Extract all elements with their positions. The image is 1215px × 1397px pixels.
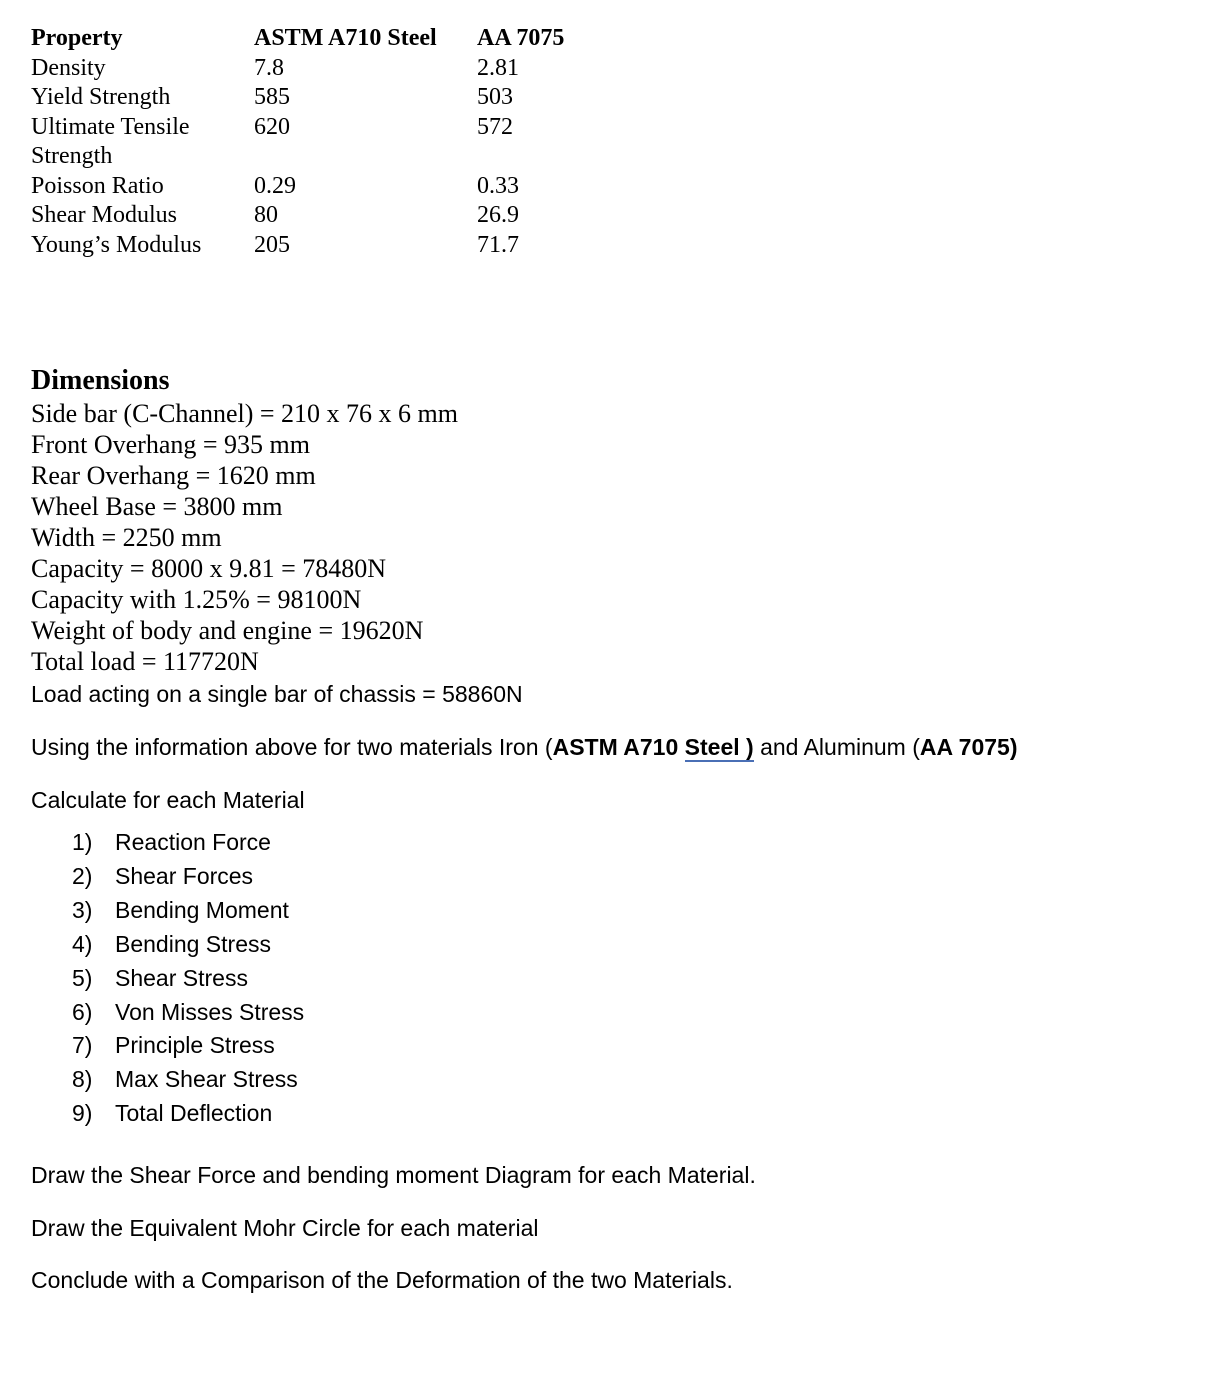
dimensions-section [31,364,458,677]
instructions-prefix: Using the information above for two materials Iron ( [31,734,553,760]
table-cell-steel: 205 [254,231,290,258]
list-item-number: 7) [72,1032,93,1059]
table-row [31,54,677,84]
list-item-label: Shear Stress [115,964,248,991]
table-row [31,201,677,231]
list-item-label: Reaction Force [115,829,271,855]
list-item-number: 5) [72,964,93,991]
list-item [72,996,304,1030]
table-cell-property [31,113,254,172]
list-item-number: 8) [72,1066,93,1093]
table-cell-steel: 620 [254,113,290,140]
table-cell-property: Young’s Modulus [31,231,202,258]
header-steel: ASTM A710 Steel [254,25,437,51]
list-item [72,826,304,860]
table-cell-property-text: Ultimate Tensile Strength [31,113,190,169]
table-cell-property: Poisson Ratio [31,172,164,199]
list-item-label: Max Shear Stress [115,1066,298,1093]
table-cell-aluminum: 71.7 [477,231,519,258]
table-cell-aluminum: 503 [477,84,513,110]
table-cell-property: Yield Strength [31,84,171,110]
table-cell-aluminum: 572 [477,113,513,140]
table-row [31,83,677,113]
list-item [72,962,304,996]
list-item-number: 2) [72,862,93,889]
dimension-line: Front Overhang = 935 mm [31,430,310,459]
steel-name-bold: ASTM A710 [552,734,685,760]
draw-sfd-line: Draw the Shear Force and bending moment Diagram for each Material. [31,1162,756,1188]
table-row [31,113,677,172]
steel-close-paren: ) [739,734,754,760]
aluminum-name-bold: AA 7075) [919,734,1018,760]
list-item-label: Von Misses Stress [115,998,305,1025]
table-header-row [31,24,677,54]
table-cell-aluminum: 2.81 [477,54,519,81]
dimension-line: Wheel Base = 3800 mm [31,492,283,521]
dimension-line: Capacity = 8000 x 9.81 = 78480N [31,554,387,583]
dimensions-heading: Dimensions [31,365,170,396]
dimension-line: Rear Overhang = 1620 mm [31,461,316,490]
list-item-number: 1) [72,829,93,855]
list-item [72,1029,304,1063]
table-cell-property: Density [31,54,106,81]
list-item [72,894,304,928]
dimension-line: Weight of body and engine = 19620N [31,616,424,645]
table-cell-steel: 7.8 [254,54,284,81]
dimension-line: Capacity with 1.25% = 98100N [31,585,362,614]
table-cell-aluminum: 0.33 [477,172,519,199]
material-properties-table [31,24,677,260]
list-item-label: Bending Moment [115,896,289,923]
list-item-label: Principle Stress [115,1032,275,1059]
list-item [72,1063,304,1097]
list-item-number: 9) [72,1100,93,1127]
list-item-label: Shear Forces [115,862,254,889]
instructions-line [31,734,1018,761]
table-cell-property: Shear Modulus [31,202,177,228]
steel-word-flagged: Steel [684,734,740,760]
list-item [72,1097,304,1131]
instructions-middle: and Aluminum ( [753,734,920,760]
dimension-line: Side bar (C-Channel) = 210 x 76 x 6 mm [31,399,458,428]
dimension-line: Width = 2250 mm [31,523,222,552]
list-item-number: 3) [72,896,93,923]
table-cell-steel: 0.29 [254,172,296,199]
table-cell-aluminum: 26.9 [477,202,519,228]
table-row [31,172,677,202]
load-line: Load acting on a single bar of chassis = 58860N [31,681,523,707]
calculate-line: Calculate for each Material [31,787,305,813]
header-property: Property [31,25,123,51]
document-page [31,24,1215,1293]
table-row [31,231,677,261]
list-item-label: Total Deflection [115,1100,273,1127]
table-cell-steel: 80 [254,202,278,228]
list-item-number: 6) [72,998,93,1025]
list-item-number: 4) [72,930,93,957]
header-aluminum: AA 7075 [477,25,565,51]
dimension-line: Total load = 117720N [31,647,259,676]
draw-mohr-line: Draw the Equivalent Mohr Circle for each material [31,1215,539,1241]
list-item [72,928,304,962]
task-list [72,826,304,1131]
list-item-label: Bending Stress [115,930,271,957]
table-cell-steel: 585 [254,84,290,110]
conclude-line: Conclude with a Comparison of the Deformation of the two Materials. [31,1267,733,1293]
list-item [72,860,304,894]
